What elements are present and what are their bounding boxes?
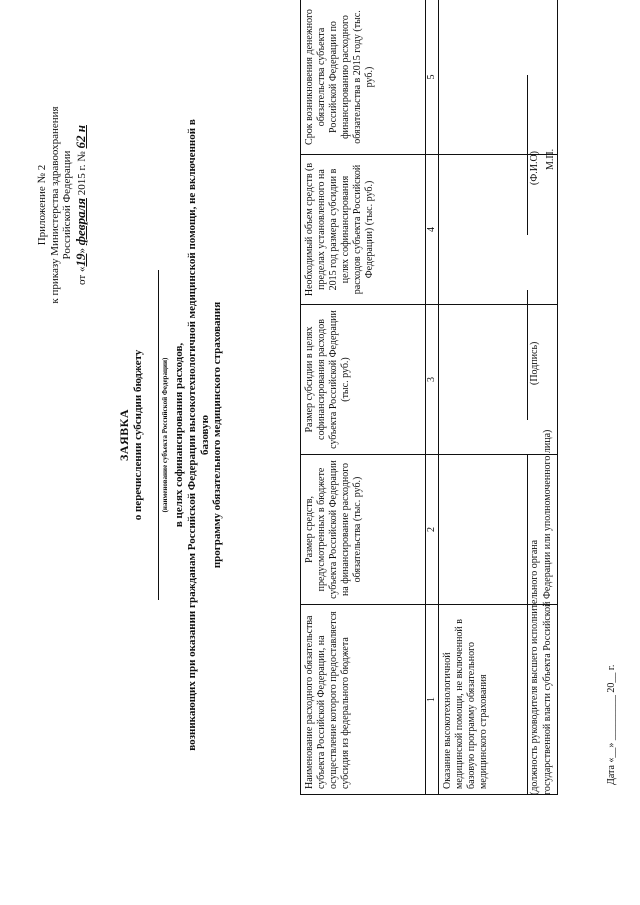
date-line: Дата «__» _________ 20__ г. (606, 664, 617, 785)
purpose-line-1: в целях софинансирования расходов, (173, 342, 186, 528)
signature-line (526, 290, 528, 420)
table-number-row (426, 0, 439, 795)
column-number: 1 (426, 605, 439, 795)
date-year: 2015 г. № (75, 151, 88, 196)
document-subtitle: о перечислении субсидии бюджету (131, 349, 144, 521)
document-title: ЗАЯВКА (117, 408, 131, 462)
column-number: 2 (426, 455, 439, 605)
appendix-date-line (74, 35, 89, 375)
header-cell: Необходимый объем средств (в пределах установленного на 2015 год размера субсидии в целях софинансирования расходов субъекта Российской Федерации) (тыс. руб.) (301, 155, 426, 305)
handwritten-month: февраля (72, 198, 88, 246)
header-cell: Срок возникновения денежного обязательства субъекта Российской Федерации по финансированию расходного обязательства в 2015 году (тыс. руб.) (301, 0, 426, 155)
purpose-line-2: возникающих при оказании гражданам Российской Федерации высокотехнологичной медицинской помощи, не включенной в базовую (186, 119, 211, 751)
date-prefix: от « (75, 266, 88, 285)
appendix-header (36, 35, 89, 375)
subject-name-line (154, 270, 159, 600)
title-block (118, 105, 224, 765)
name-caption: (Ф.И.О) (529, 150, 540, 185)
position-line (526, 455, 528, 795)
position-caption-2: государственной власти субъекта Российской Федерации или уполномоченного лица) (542, 429, 553, 795)
appendix-ministry-line: Российской Федерации (61, 150, 74, 260)
purpose-line-3: программу обязательного медицинского страхования (211, 301, 224, 569)
stamp-place: М.П. (545, 148, 556, 170)
signature-area (520, 0, 600, 795)
column-number: 4 (426, 155, 439, 305)
appendix-number: Приложение № 2 (36, 164, 48, 246)
column-number: 5 (426, 0, 439, 155)
signature-caption: (Подпись) (529, 341, 540, 385)
table-header-row (301, 0, 426, 795)
date-mid: » (75, 248, 88, 254)
column-number: 3 (426, 305, 439, 455)
subject-caption: (наименование субъекта Российской Федерации) (161, 357, 170, 513)
header-cell: Наименование расходного обязательства субъекта Российской Федерации, на осуществление которого предоставляется субсидия из федерального бюджета (301, 605, 426, 795)
header-cell: Размер средств, предусмотренных в бюджете субъекта Российской Федерации на финансирование расходного обязательства (тыс. руб.) (301, 455, 426, 605)
header-cell: Размер субсидии в целях софинансирования расходов субъекта Российской Федерации (тыс. руб.) (301, 305, 426, 455)
appendix-order-line: к приказу Министерства здравоохранения (48, 106, 61, 304)
position-caption-1: (должность руководителя высшего исполнительного органа (529, 539, 540, 795)
table-cell: Оказание высокотехнологичной медицинской помощи, не включенной в базовую программу обязательного медицинского страхования (439, 605, 558, 795)
handwritten-order-number: 62 н (72, 125, 88, 149)
handwritten-day: 19 (72, 253, 88, 267)
name-line (526, 75, 528, 235)
